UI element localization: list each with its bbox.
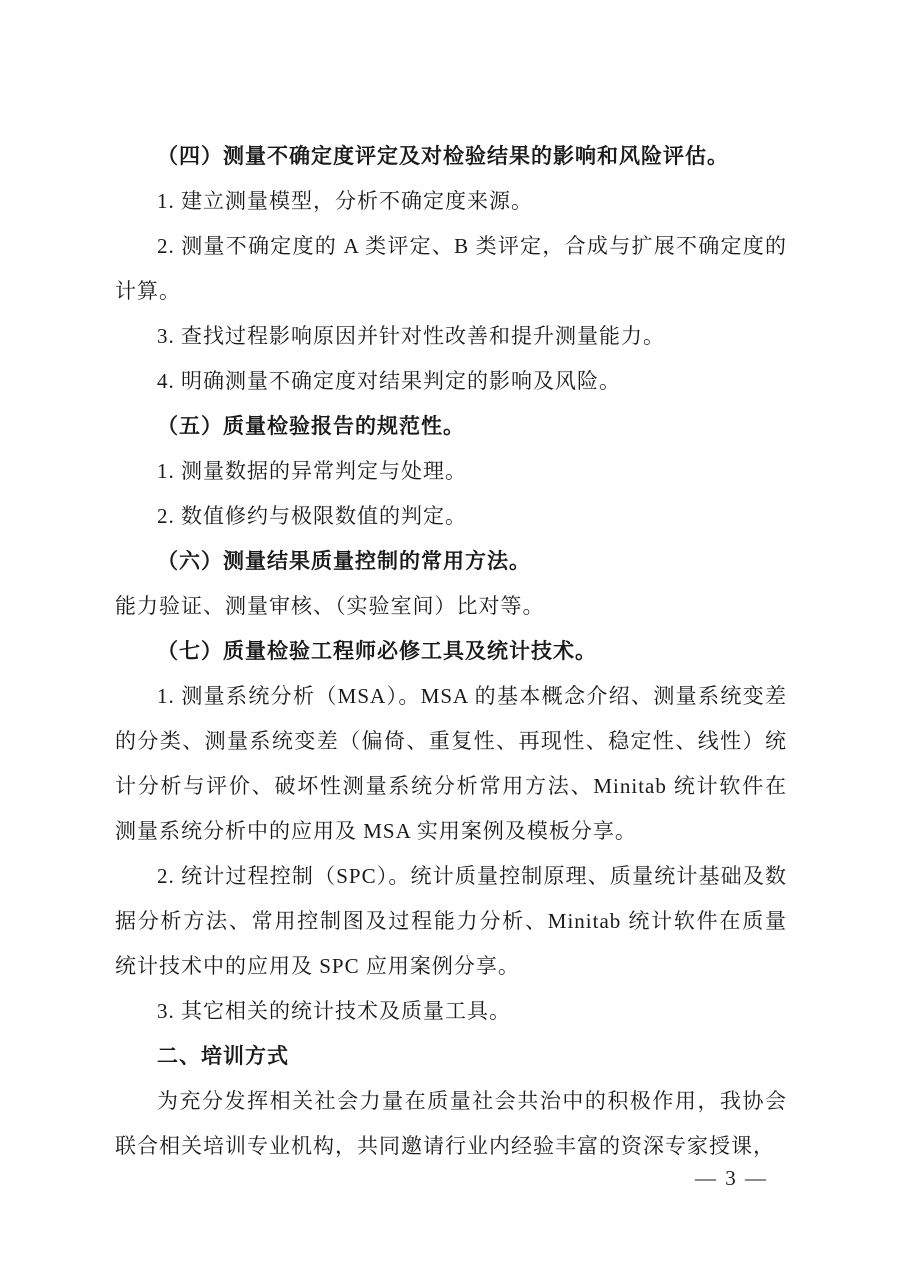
- section-heading-seven: （七）质量检验工程师必修工具及统计技术。: [157, 639, 597, 663]
- body-paragraph: 为充分发挥相关社会力量在质量社会共治中的积极作用，我协会联合相关培训专业机构，共同邀请行业内经验丰富的资深专家授课，: [115, 1089, 787, 1158]
- document-body: [115, 134, 787, 1169]
- section-heading-four: （四）测量不确定度评定及对检验结果的影响和风险评估。: [157, 144, 729, 168]
- section-heading-six: （六）测量结果质量控制的常用方法。: [157, 549, 531, 573]
- list-item-2: 2. 数值修约与极限数值的判定。: [157, 504, 467, 528]
- section-heading-training-method: 二、培训方式: [157, 1044, 289, 1068]
- body-paragraph: 能力验证、测量审核、（实验室间）比对等。: [115, 594, 545, 618]
- list-item-1: 1. 测量系统分析（MSA）。MSA 的基本概念介绍、测量系统变差的分类、测量系统变差（偏倚、重复性、再现性、稳定性、线性）统计分析与评价、破坏性测量系统分析常用方法、Minitab 统计软件在测量系统分析中的应用及 MSA 实用案例及模板分享。: [115, 684, 787, 843]
- list-item-4: 4. 明确测量不确定度对结果判定的影响及风险。: [157, 369, 621, 393]
- list-item-1: 1. 测量数据的异常判定与处理。: [157, 459, 467, 483]
- list-item-3: 3. 其它相关的统计技术及质量工具。: [157, 999, 511, 1023]
- list-item-1: 1. 建立测量模型，分析不确定度来源。: [157, 189, 533, 213]
- section-heading-five: （五）质量检验报告的规范性。: [157, 414, 465, 438]
- page-number: — 3 —: [695, 1166, 768, 1190]
- list-item-3: 3. 查找过程影响原因并针对性改善和提升测量能力。: [157, 324, 665, 348]
- list-item-2: 2. 测量不确定度的 A 类评定、B 类评定，合成与扩展不确定度的计算。: [115, 234, 787, 303]
- list-item-2: 2. 统计过程控制（SPC）。统计质量控制原理、质量统计基础及数据分析方法、常用控制图及过程能力分析、Minitab 统计软件在质量统计技术中的应用及 SPC 应用案例分享。: [115, 864, 787, 978]
